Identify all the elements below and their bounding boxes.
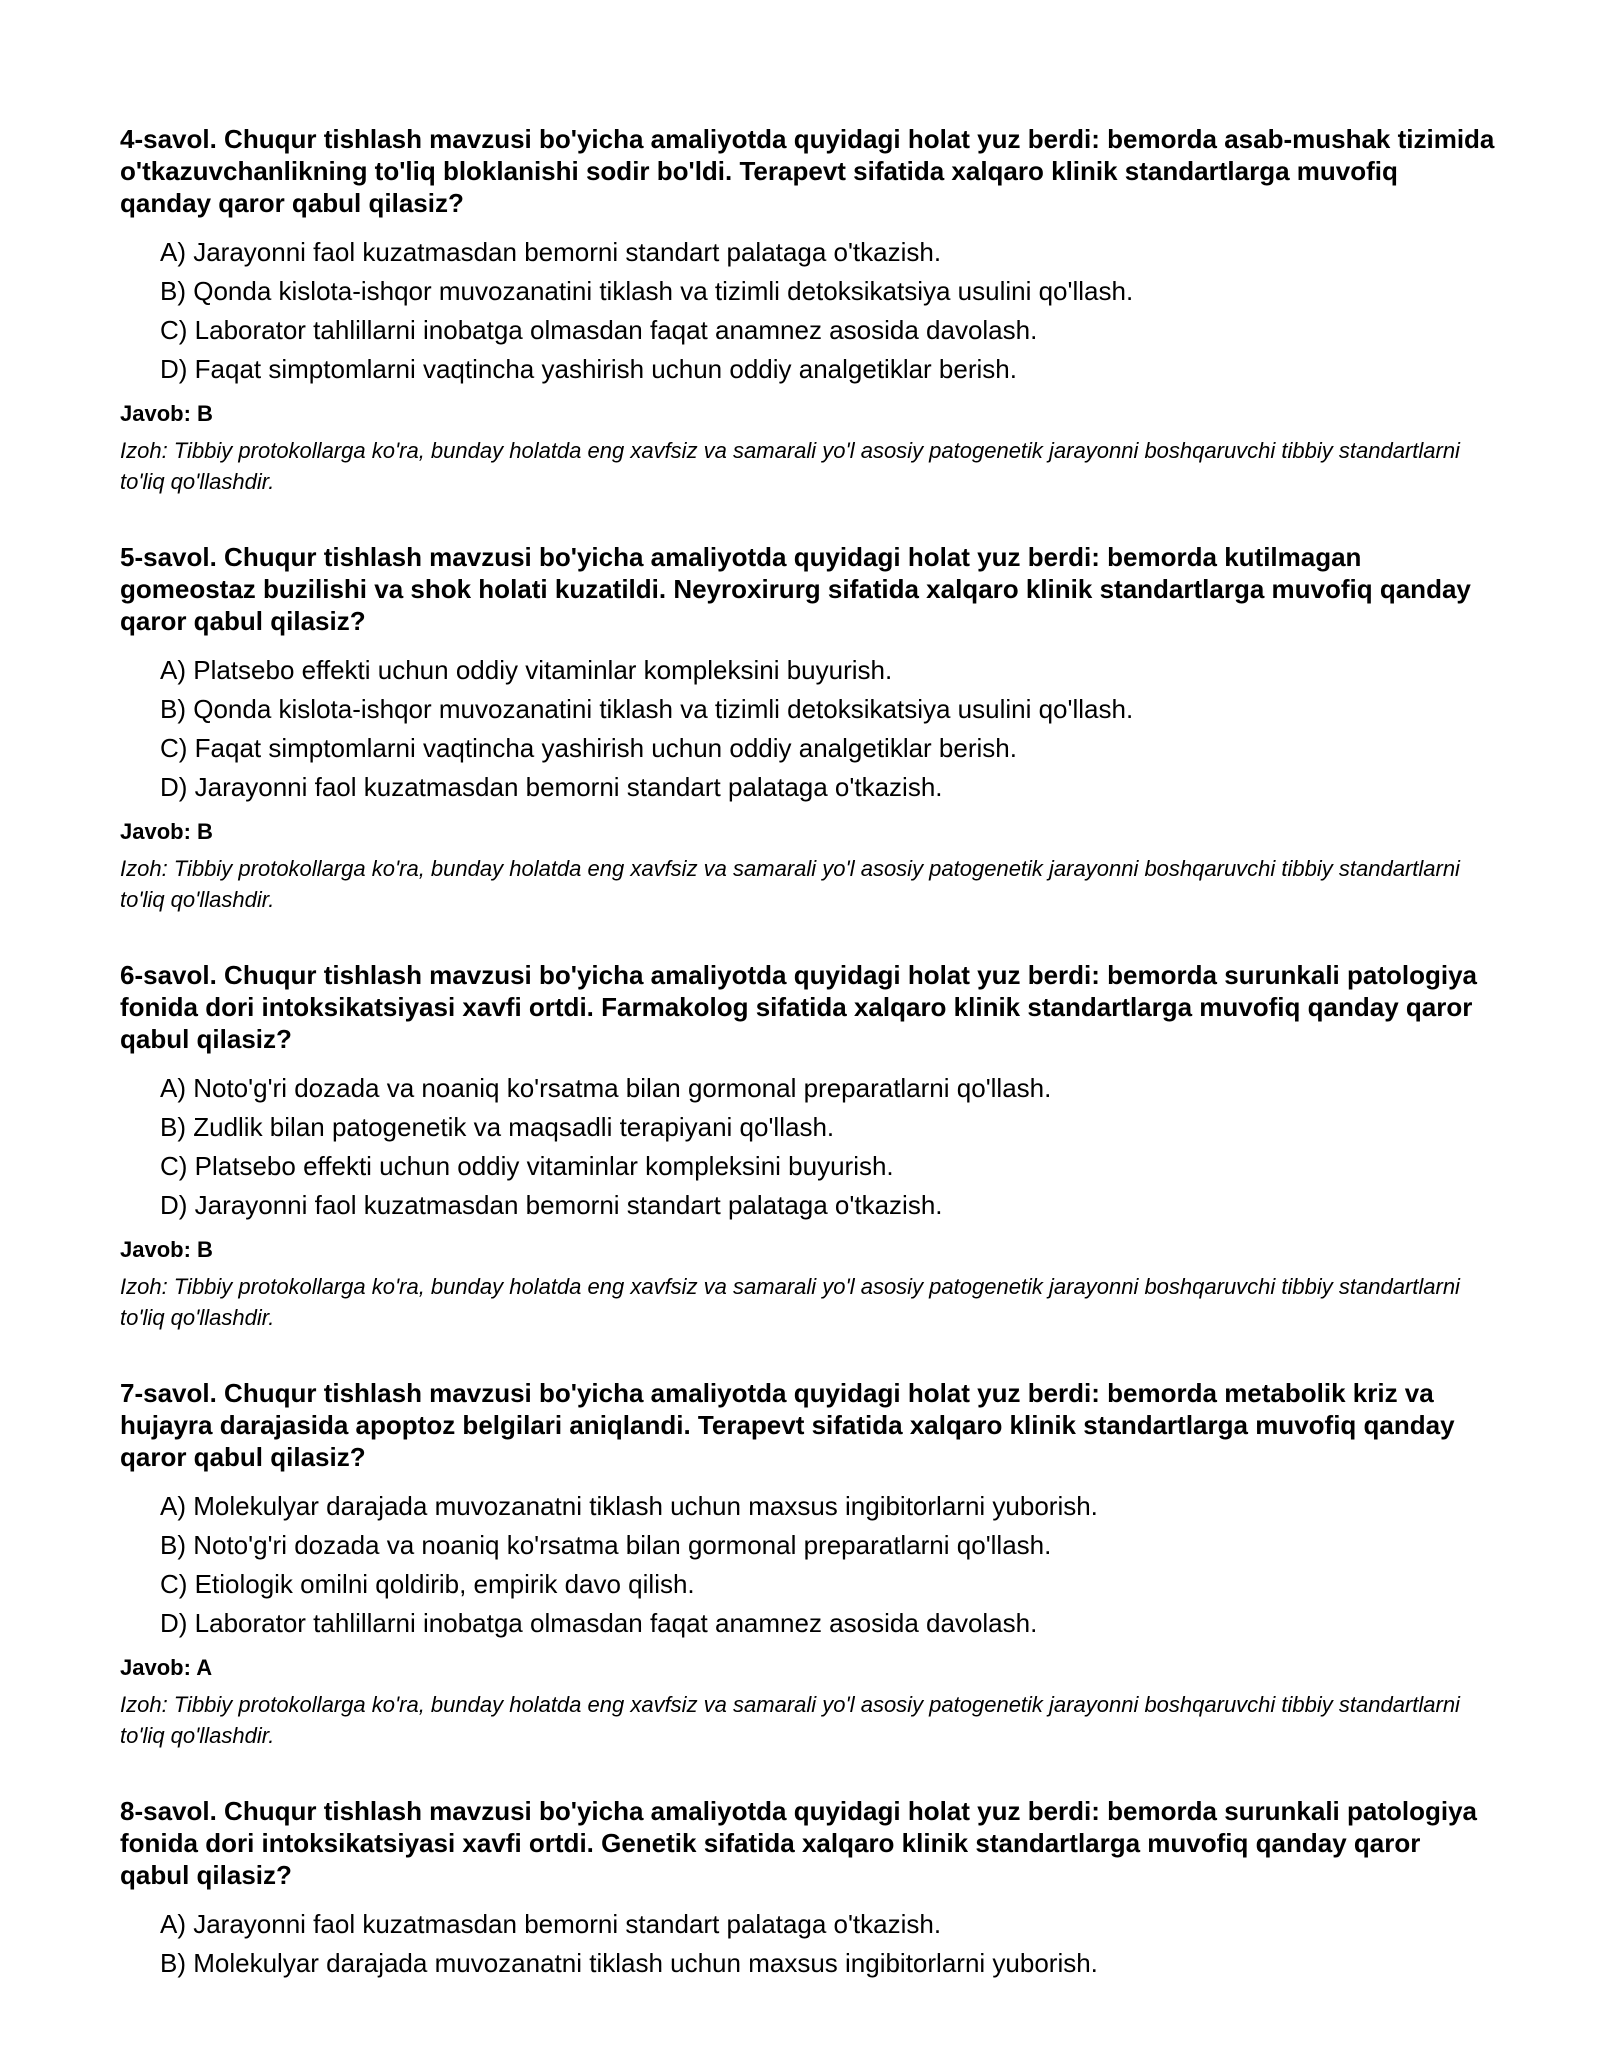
question-4 bbox=[120, 123, 1495, 497]
question-7 bbox=[120, 1377, 1495, 1751]
option-b: B) Noto'g'ri dozada va noaniq ko'rsatma bilan gormonal preparatlarni qo'llash. bbox=[160, 1530, 1052, 1560]
option-a: A) Jarayonni faol kuzatmasdan bemorni standart palataga o'tkazish. bbox=[160, 1909, 942, 1939]
option-b: B) Qonda kislota-ishqor muvozanatini tiklash va tizimli detoksikatsiya usulini qo'llash. bbox=[160, 276, 1134, 306]
option-a: A) Jarayonni faol kuzatmasdan bemorni standart palataga o'tkazish. bbox=[160, 237, 942, 267]
option-b: B) Molekulyar darajada muvozanatni tiklash uchun maxsus ingibitorlarni yuborish. bbox=[160, 1948, 1098, 1978]
option-a: A) Noto'g'ri dozada va noaniq ko'rsatma bilan gormonal preparatlarni qo'llash. bbox=[160, 1073, 1052, 1103]
option-list bbox=[120, 1069, 1495, 1225]
option-list bbox=[120, 1905, 1495, 1983]
option-c: C) Platsebo effekti uchun oddiy vitaminlar kompleksini buyurish. bbox=[160, 1151, 894, 1181]
question-6 bbox=[120, 959, 1495, 1333]
option-d: D) Laborator tahlillarni inobatga olmasdan faqat anamnez asosida davolash. bbox=[160, 1608, 1038, 1638]
question-title: 4-savol. Chuqur tishlash mavzusi bo'yicha amaliyotda quyidagi holat yuz berdi: bemorda asab-mushak tizimida o'tkazuvchanlikning to'liq bloklanishi sodir bo'ldi. Terapevt sifatida xalqaro klinik standartlarga muvofiq qanday qaror qabul qilasiz? bbox=[120, 124, 1495, 218]
option-a: A) Molekulyar darajada muvozanatni tiklash uchun maxsus ingibitorlarni yuborish. bbox=[160, 1491, 1098, 1521]
option-c: C) Laborator tahlillarni inobatga olmasdan faqat anamnez asosida davolash. bbox=[160, 315, 1038, 345]
answer-label: Javob: B bbox=[120, 401, 213, 426]
document-page bbox=[120, 123, 1495, 2027]
question-title: 8-savol. Chuqur tishlash mavzusi bo'yicha amaliyotda quyidagi holat yuz berdi: bemorda surunkali patologiya fonida dori intoksikatsiyasi xavfi ortdi. Genetik sifatida xalqaro klinik standartlarga muvofiq qanday qaror qabul qilasiz? bbox=[120, 1796, 1478, 1890]
explanation-note: Izoh: Tibbiy protokollarga ko'ra, bunday holatda eng xavfsiz va samarali yo'l asosiy patogenetik jarayonni boshqaruvchi tibbiy standartlarni to'liq qo'llashdir. bbox=[120, 1274, 1460, 1330]
question-8 bbox=[120, 1795, 1495, 1983]
question-title: 5-savol. Chuqur tishlash mavzusi bo'yicha amaliyotda quyidagi holat yuz berdi: bemorda kutilmagan gomeostaz buzilishi va shok holati kuzatildi. Neyroxirurg sifatida xalqaro klinik standartlarga muvofiq qanday qaror qabul qilasiz? bbox=[120, 542, 1471, 636]
question-title: 7-savol. Chuqur tishlash mavzusi bo'yicha amaliyotda quyidagi holat yuz berdi: bemorda metabolik kriz va hujayra darajasida apoptoz belgilari aniqlandi. Terapevt sifatida xalqaro klinik standartlarga muvofiq qanday qaror qabul qilasiz? bbox=[120, 1378, 1455, 1472]
option-list bbox=[120, 1487, 1495, 1643]
answer-label: Javob: B bbox=[120, 1237, 213, 1262]
question-title: 6-savol. Chuqur tishlash mavzusi bo'yicha amaliyotda quyidagi holat yuz berdi: bemorda surunkali patologiya fonida dori intoksikatsiyasi xavfi ortdi. Farmakolog sifatida xalqaro klinik standartlarga muvofiq qanday qaror qabul qilasiz? bbox=[120, 960, 1478, 1054]
question-5 bbox=[120, 541, 1495, 915]
option-b: B) Zudlik bilan patogenetik va maqsadli terapiyani qo'llash. bbox=[160, 1112, 835, 1142]
option-c: C) Etiologik omilni qoldirib, empirik davo qilish. bbox=[160, 1569, 695, 1599]
option-d: D) Jarayonni faol kuzatmasdan bemorni standart palataga o'tkazish. bbox=[160, 1190, 943, 1220]
option-list bbox=[120, 233, 1495, 389]
explanation-note: Izoh: Tibbiy protokollarga ko'ra, bunday holatda eng xavfsiz va samarali yo'l asosiy patogenetik jarayonni boshqaruvchi tibbiy standartlarni to'liq qo'llashdir. bbox=[120, 856, 1460, 912]
answer-label: Javob: A bbox=[120, 1655, 213, 1680]
explanation-note: Izoh: Tibbiy protokollarga ko'ra, bunday holatda eng xavfsiz va samarali yo'l asosiy patogenetik jarayonni boshqaruvchi tibbiy standartlarni to'liq qo'llashdir. bbox=[120, 1692, 1460, 1748]
option-b: B) Qonda kislota-ishqor muvozanatini tiklash va tizimli detoksikatsiya usulini qo'llash. bbox=[160, 694, 1134, 724]
option-d: D) Faqat simptomlarni vaqtincha yashirish uchun oddiy analgetiklar berish. bbox=[160, 354, 1017, 384]
explanation-note: Izoh: Tibbiy protokollarga ko'ra, bunday holatda eng xavfsiz va samarali yo'l asosiy patogenetik jarayonni boshqaruvchi tibbiy standartlarni to'liq qo'llashdir. bbox=[120, 438, 1460, 494]
option-c: C) Faqat simptomlarni vaqtincha yashirish uchun oddiy analgetiklar berish. bbox=[160, 733, 1017, 763]
option-a: A) Platsebo effekti uchun oddiy vitaminlar kompleksini buyurish. bbox=[160, 655, 893, 685]
option-list bbox=[120, 651, 1495, 807]
option-d: D) Jarayonni faol kuzatmasdan bemorni standart palataga o'tkazish. bbox=[160, 772, 943, 802]
answer-label: Javob: B bbox=[120, 819, 213, 844]
